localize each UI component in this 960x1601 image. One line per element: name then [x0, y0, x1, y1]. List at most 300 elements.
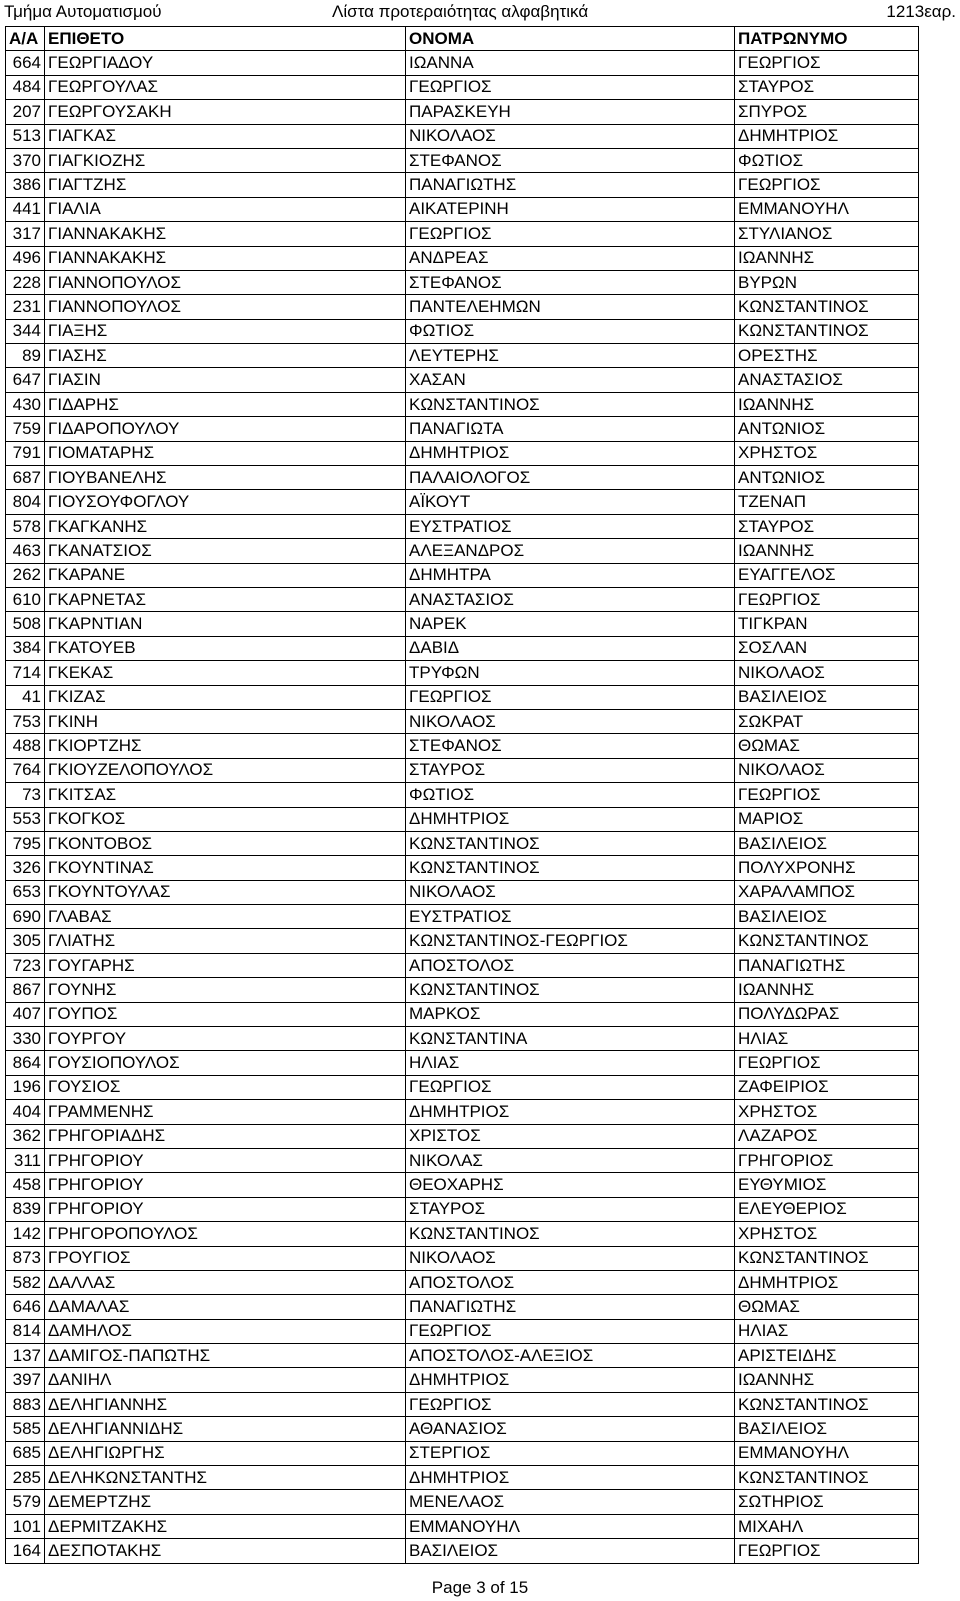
first-name-cell: ΚΩΝΣΤΑΝΤΙΝΟΣ — [406, 978, 735, 1002]
fathers-name-cell: ΙΩΑΝΝΗΣ — [735, 392, 919, 416]
table-row — [6, 1124, 919, 1148]
first-name-cell: ΔΗΜΗΤΡΙΟΣ — [406, 441, 735, 465]
fathers-name-cell: ΟΡΕΣΤΗΣ — [735, 344, 919, 368]
fathers-name-cell: ΚΩΝΣΤΑΝΤΙΝΟΣ — [735, 319, 919, 343]
surname-cell: ΓΚΙΖΑΣ — [45, 685, 406, 709]
row-number: 804 — [6, 490, 45, 514]
first-name-cell: ΣΤΕΦΑΝΟΣ — [406, 734, 735, 758]
surname-cell: ΔΑΜΗΛΟΣ — [45, 1319, 406, 1343]
surname-cell: ΓΙΑΝΝΟΠΟΥΛΟΣ — [45, 295, 406, 319]
first-name-cell: ΠΑΝΑΓΙΩΤΗΣ — [406, 173, 735, 197]
first-name-cell: ΚΩΝΣΤΑΝΤΙΝΟΣ — [406, 856, 735, 880]
fathers-name-cell: ΙΩΑΝΝΗΣ — [735, 978, 919, 1002]
table-row — [6, 807, 919, 831]
first-name-cell: ΓΕΩΡΓΙΟΣ — [406, 222, 735, 246]
table-row — [6, 1368, 919, 1392]
surname-cell: ΓΡΗΓΟΡΙΟΥ — [45, 1197, 406, 1221]
table-row — [6, 368, 919, 392]
first-name-cell: ΒΑΣΙΛΕΙΟΣ — [406, 1539, 735, 1563]
first-name-cell: ΕΜΜΑΝΟΥΗΛ — [406, 1514, 735, 1538]
first-name-cell: ΘΕΟΧΑΡΗΣ — [406, 1173, 735, 1197]
table-row — [6, 1270, 919, 1294]
first-name-cell: ΔΗΜΗΤΡΙΟΣ — [406, 1466, 735, 1490]
first-name-cell: ΣΤΕΦΑΝΟΣ — [406, 148, 735, 172]
table-body — [6, 51, 919, 1563]
fathers-name-cell: ΑΝΑΣΤΑΣΙΟΣ — [735, 368, 919, 392]
row-number: 330 — [6, 1027, 45, 1051]
first-name-cell: ΑΝΔΡΕΑΣ — [406, 246, 735, 270]
table-row — [6, 1466, 919, 1490]
fathers-name-cell: ΕΜΜΑΝΟΥΗΛ — [735, 197, 919, 221]
first-name-cell: ΔΗΜΗΤΡΙΟΣ — [406, 1368, 735, 1392]
surname-cell: ΓΚΙΟΥΖΕΛΟΠΟΥΛΟΣ — [45, 758, 406, 782]
row-number: 687 — [6, 466, 45, 490]
table-row — [6, 758, 919, 782]
first-name-cell: ΚΩΝΣΤΑΝΤΙΝΟΣ — [406, 392, 735, 416]
fathers-name-cell: ΤΖΕΝΑΠ — [735, 490, 919, 514]
row-number: 73 — [6, 783, 45, 807]
surname-cell: ΔΕΛΗΓΙΑΝΝΙΔΗΣ — [45, 1417, 406, 1441]
row-number: 441 — [6, 197, 45, 221]
table-row — [6, 563, 919, 587]
fathers-name-cell: ΕΜΜΑΝΟΥΗΛ — [735, 1441, 919, 1465]
surname-cell: ΓΙΟΥΒΑΝΕΛΗΣ — [45, 466, 406, 490]
table-row — [6, 148, 919, 172]
fathers-name-cell: ΠΟΛΥΧΡΟΝΗΣ — [735, 856, 919, 880]
surname-cell: ΓΕΩΡΓΟΥΛΑΣ — [45, 75, 406, 99]
column-header-first-name: ΟΝΟΜΑ — [406, 27, 735, 51]
fathers-name-cell: ΕΛΕΥΘΕΡΙΟΣ — [735, 1197, 919, 1221]
first-name-cell: ΝΑΡΕΚ — [406, 612, 735, 636]
table-row — [6, 1319, 919, 1343]
surname-cell: ΔΕΛΗΓΙΑΝΝΗΣ — [45, 1392, 406, 1416]
surname-cell: ΓΙΑΝΝΟΠΟΥΛΟΣ — [45, 270, 406, 294]
surname-cell: ΓΡΑΜΜΕΝΗΣ — [45, 1100, 406, 1124]
first-name-cell: ΓΕΩΡΓΙΟΣ — [406, 75, 735, 99]
fathers-name-cell: ΙΩΑΝΝΗΣ — [735, 1368, 919, 1392]
table-row — [6, 466, 919, 490]
surname-cell: ΓΙΑΣΙΝ — [45, 368, 406, 392]
first-name-cell: ΗΛΙΑΣ — [406, 1051, 735, 1075]
surname-cell: ΓΡΗΓΟΡΙΑΔΗΣ — [45, 1124, 406, 1148]
surname-cell: ΓΙΑΣΗΣ — [45, 344, 406, 368]
row-number: 578 — [6, 514, 45, 538]
surname-cell: ΓΛΑΒΑΣ — [45, 905, 406, 929]
surname-cell: ΓΚΙΟΡΤΖΗΣ — [45, 734, 406, 758]
surname-cell: ΓΙΑΓΚΙΟΖΗΣ — [45, 148, 406, 172]
page-header — [0, 0, 960, 24]
table-row — [6, 197, 919, 221]
surname-cell: ΔΕΜΕΡΤΖΗΣ — [45, 1490, 406, 1514]
first-name-cell: ΚΩΝΣΤΑΝΤΙΝΟΣ — [406, 1222, 735, 1246]
row-number: 196 — [6, 1075, 45, 1099]
surname-cell: ΓΚΟΓΚΟΣ — [45, 807, 406, 831]
row-number: 384 — [6, 636, 45, 660]
surname-cell: ΔΕΣΠΟΤΑΚΗΣ — [45, 1539, 406, 1563]
fathers-name-cell: ΕΥΘΥΜΙΟΣ — [735, 1173, 919, 1197]
surname-cell: ΓΚΙΝΗ — [45, 709, 406, 733]
first-name-cell: ΔΑΒΙΔ — [406, 636, 735, 660]
table-row — [6, 319, 919, 343]
row-number: 585 — [6, 1417, 45, 1441]
fathers-name-cell: ΙΩΑΝΝΗΣ — [735, 539, 919, 563]
fathers-name-cell: ΣΤΑΥΡΟΣ — [735, 514, 919, 538]
column-header-fathers-name: ΠΑΤΡΩΝΥΜΟ — [735, 27, 919, 51]
first-name-cell: ΝΙΚΟΛΑΟΣ — [406, 709, 735, 733]
fathers-name-cell: ΒΑΣΙΛΕΙΟΣ — [735, 905, 919, 929]
table-row — [6, 1514, 919, 1538]
table-row — [6, 1539, 919, 1563]
fathers-name-cell: ΓΡΗΓΟΡΙΟΣ — [735, 1148, 919, 1172]
row-number: 814 — [6, 1319, 45, 1343]
row-number: 317 — [6, 222, 45, 246]
row-number: 513 — [6, 124, 45, 148]
first-name-cell: ΣΤΕΡΓΙΟΣ — [406, 1441, 735, 1465]
table-row — [6, 856, 919, 880]
fathers-name-cell: ΓΕΩΡΓΙΟΣ — [735, 1051, 919, 1075]
row-number: 664 — [6, 51, 45, 75]
fathers-name-cell: ΚΩΝΣΤΑΝΤΙΝΟΣ — [735, 1466, 919, 1490]
surname-cell: ΓΚΑΡΝΤΙΑΝ — [45, 612, 406, 636]
table-row — [6, 490, 919, 514]
row-number: 142 — [6, 1222, 45, 1246]
surname-cell: ΓΚΕΚΑΣ — [45, 661, 406, 685]
row-number: 690 — [6, 905, 45, 929]
surname-cell: ΓΙΑΓΚΑΣ — [45, 124, 406, 148]
first-name-cell: ΠΑΝΑΓΙΩΤΗΣ — [406, 1295, 735, 1319]
first-name-cell: ΑΛΕΞΑΝΔΡΟΣ — [406, 539, 735, 563]
row-number: 370 — [6, 148, 45, 172]
first-name-cell: ΜΕΝΕΛΑΟΣ — [406, 1490, 735, 1514]
fathers-name-cell: ΜΑΡΙΟΣ — [735, 807, 919, 831]
row-number: 764 — [6, 758, 45, 782]
surname-cell: ΓΡΗΓΟΡΟΠΟΥΛΟΣ — [45, 1222, 406, 1246]
fathers-name-cell: ΖΑΦΕΙΡΙΟΣ — [735, 1075, 919, 1099]
fathers-name-cell: ΒΑΣΙΛΕΙΟΣ — [735, 831, 919, 855]
surname-cell: ΓΚΑΓΚΑΝΗΣ — [45, 514, 406, 538]
fathers-name-cell: ΓΕΩΡΓΙΟΣ — [735, 783, 919, 807]
row-number: 404 — [6, 1100, 45, 1124]
row-number: 463 — [6, 539, 45, 563]
table-row — [6, 978, 919, 1002]
first-name-cell: ΝΙΚΟΛΑΟΣ — [406, 124, 735, 148]
fathers-name-cell: ΓΕΩΡΓΙΟΣ — [735, 51, 919, 75]
surname-cell: ΓΛΙΑΤΗΣ — [45, 929, 406, 953]
fathers-name-cell: ΚΩΝΣΤΑΝΤΙΝΟΣ — [735, 295, 919, 319]
table-row — [6, 1100, 919, 1124]
page-number: Page 3 of 15 — [431, 1578, 529, 1597]
first-name-cell: ΠΑΝΑΓΙΩΤΑ — [406, 417, 735, 441]
fathers-name-cell: ΧΑΡΑΛΑΜΠΟΣ — [735, 880, 919, 904]
row-number: 407 — [6, 1002, 45, 1026]
surname-cell: ΓΡΗΓΟΡΙΟΥ — [45, 1148, 406, 1172]
fathers-name-cell: ΠΑΝΑΓΙΩΤΗΣ — [735, 953, 919, 977]
fathers-name-cell: ΠΟΛΥΔΩΡΑΣ — [735, 1002, 919, 1026]
first-name-cell: ΣΤΕΦΑΝΟΣ — [406, 270, 735, 294]
fathers-name-cell: ΔΗΜΗΤΡΙΟΣ — [735, 124, 919, 148]
fathers-name-cell: ΘΩΜΑΣ — [735, 1295, 919, 1319]
column-header-aa: Α/Α — [6, 27, 45, 51]
table-row — [6, 734, 919, 758]
first-name-cell: ΝΙΚΟΛΑΟΣ — [406, 880, 735, 904]
first-name-cell: ΔΗΜΗΤΡΙΟΣ — [406, 807, 735, 831]
surname-cell: ΓΚΙΤΣΑΣ — [45, 783, 406, 807]
row-number: 326 — [6, 856, 45, 880]
fathers-name-cell: ΕΥΑΓΓΕΛΟΣ — [735, 563, 919, 587]
table-row — [6, 661, 919, 685]
fathers-name-cell: ΑΡΙΣΤΕΙΔΗΣ — [735, 1344, 919, 1368]
row-number: 685 — [6, 1441, 45, 1465]
first-name-cell: ΑΘΑΝΑΣΙΟΣ — [406, 1417, 735, 1441]
surname-cell: ΔΑΛΛΑΣ — [45, 1270, 406, 1294]
page-footer — [0, 1578, 960, 1598]
row-number: 262 — [6, 563, 45, 587]
department-title: Τμήμα Αυτοματισμού — [4, 2, 162, 21]
fathers-name-cell: ΣΤΑΥΡΟΣ — [735, 75, 919, 99]
first-name-cell: ΑΠΟΣΤΟΛΟΣ — [406, 953, 735, 977]
table-row — [6, 1441, 919, 1465]
surname-cell: ΓΚΑΤΟΥΕΒ — [45, 636, 406, 660]
row-number: 582 — [6, 1270, 45, 1294]
row-number: 228 — [6, 270, 45, 294]
first-name-cell: ΜΑΡΚΟΣ — [406, 1002, 735, 1026]
table-row — [6, 1075, 919, 1099]
list-title: Λίστα προτεραιότητας αλφαβητικά — [332, 2, 589, 21]
table-row — [6, 1490, 919, 1514]
row-number: 458 — [6, 1173, 45, 1197]
fathers-name-cell: ΓΕΩΡΓΙΟΣ — [735, 587, 919, 611]
fathers-name-cell: ΣΩΚΡΑΤ — [735, 709, 919, 733]
surname-cell: ΔΕΛΗΓΙΩΡΓΗΣ — [45, 1441, 406, 1465]
table-row — [6, 929, 919, 953]
first-name-cell: ΑΪΚΟΥΤ — [406, 490, 735, 514]
table-row — [6, 1197, 919, 1221]
row-number: 386 — [6, 173, 45, 197]
row-number: 795 — [6, 831, 45, 855]
row-number: 231 — [6, 295, 45, 319]
first-name-cell: ΣΤΑΥΡΟΣ — [406, 1197, 735, 1221]
first-name-cell: ΦΩΤΙΟΣ — [406, 319, 735, 343]
surname-cell: ΓΙΑΛΙΑ — [45, 197, 406, 221]
table-row — [6, 246, 919, 270]
first-name-cell: ΠΑΝΤΕΛΕΗΜΩΝ — [406, 295, 735, 319]
first-name-cell: ΔΗΜΗΤΡΑ — [406, 563, 735, 587]
fathers-name-cell: ΑΝΤΩΝΙΟΣ — [735, 466, 919, 490]
surname-cell: ΓΚΑΡΑΝΕ — [45, 563, 406, 587]
table-row — [6, 441, 919, 465]
table-row — [6, 51, 919, 75]
fathers-name-cell: ΧΡΗΣΤΟΣ — [735, 1100, 919, 1124]
row-number: 137 — [6, 1344, 45, 1368]
first-name-cell: ΕΥΣΤΡΑΤΙΟΣ — [406, 905, 735, 929]
row-number: 484 — [6, 75, 45, 99]
fathers-name-cell: ΣΟΣΛΑΝ — [735, 636, 919, 660]
surname-cell: ΓΟΥΡΓΟΥ — [45, 1027, 406, 1051]
table-row — [6, 100, 919, 124]
fathers-name-cell: ΒΥΡΩΝ — [735, 270, 919, 294]
fathers-name-cell: ΗΛΙΑΣ — [735, 1027, 919, 1051]
row-number: 207 — [6, 100, 45, 124]
table-row — [6, 295, 919, 319]
row-number: 344 — [6, 319, 45, 343]
surname-cell: ΓΙΑΝΝΑΚΑΚΗΣ — [45, 246, 406, 270]
fathers-name-cell: ΚΩΝΣΤΑΝΤΙΝΟΣ — [735, 929, 919, 953]
table-header-row — [6, 27, 919, 51]
row-number: 791 — [6, 441, 45, 465]
table-row — [6, 539, 919, 563]
table-row — [6, 1051, 919, 1075]
surname-cell: ΓΙΔΑΡΗΣ — [45, 392, 406, 416]
row-number: 305 — [6, 929, 45, 953]
fathers-name-cell: ΣΤΥΛΙΑΝΟΣ — [735, 222, 919, 246]
column-header-surname: ΕΠΙΘΕΤΟ — [45, 27, 406, 51]
row-number: 579 — [6, 1490, 45, 1514]
surname-cell: ΓΙΔΑΡΟΠΟΥΛΟΥ — [45, 417, 406, 441]
table-row — [6, 587, 919, 611]
fathers-name-cell: ΗΛΙΑΣ — [735, 1319, 919, 1343]
row-number: 488 — [6, 734, 45, 758]
first-name-cell: ΝΙΚΟΛΑΟΣ — [406, 1246, 735, 1270]
table-row — [6, 514, 919, 538]
table-row — [6, 75, 919, 99]
fathers-name-cell: ΝΙΚΟΛΑΟΣ — [735, 758, 919, 782]
first-name-cell: ΓΕΩΡΓΙΟΣ — [406, 1392, 735, 1416]
row-number: 553 — [6, 807, 45, 831]
fathers-name-cell: ΑΝΤΩΝΙΟΣ — [735, 417, 919, 441]
surname-cell: ΔΕΛΗΚΩΝΣΤΑΝΤΗΣ — [45, 1466, 406, 1490]
table-row — [6, 417, 919, 441]
fathers-name-cell: ΒΑΣΙΛΕΙΟΣ — [735, 685, 919, 709]
row-number: 496 — [6, 246, 45, 270]
first-name-cell: ΑΠΟΣΤΟΛΟΣ — [406, 1270, 735, 1294]
row-number: 362 — [6, 1124, 45, 1148]
row-number: 759 — [6, 417, 45, 441]
row-number: 714 — [6, 661, 45, 685]
first-name-cell: ΓΕΩΡΓΙΟΣ — [406, 685, 735, 709]
fathers-name-cell: ΚΩΝΣΤΑΝΤΙΝΟΣ — [735, 1246, 919, 1270]
first-name-cell: ΧΑΣΑΝ — [406, 368, 735, 392]
row-number: 311 — [6, 1148, 45, 1172]
row-number: 397 — [6, 1368, 45, 1392]
fathers-name-cell: ΣΩΤΗΡΙΟΣ — [735, 1490, 919, 1514]
surname-cell: ΓΙΟΜΑΤΑΡΗΣ — [45, 441, 406, 465]
priority-list-table — [5, 26, 919, 1564]
table-row — [6, 1027, 919, 1051]
first-name-cell: ΠΑΛΑΙΟΛΟΓΟΣ — [406, 466, 735, 490]
table-row — [6, 344, 919, 368]
first-name-cell: ΕΥΣΤΡΑΤΙΟΣ — [406, 514, 735, 538]
first-name-cell: ΧΡΙΣΤΟΣ — [406, 1124, 735, 1148]
first-name-cell: ΑΠΟΣΤΟΛΟΣ-ΑΛΕΞΙΟΣ — [406, 1344, 735, 1368]
table-row — [6, 173, 919, 197]
table-row — [6, 1295, 919, 1319]
surname-cell: ΓΟΥΓΑΡΗΣ — [45, 953, 406, 977]
first-name-cell: ΚΩΝΣΤΑΝΤΙΝΟΣ — [406, 831, 735, 855]
fathers-name-cell: ΛΑΖΑΡΟΣ — [735, 1124, 919, 1148]
fathers-name-cell: ΣΠΥΡΟΣ — [735, 100, 919, 124]
first-name-cell: ΛΕΥΤΕΡΗΣ — [406, 344, 735, 368]
surname-cell: ΓΟΥΠΟΣ — [45, 1002, 406, 1026]
surname-cell: ΓΚΟΥΝΤΙΝΑΣ — [45, 856, 406, 880]
row-number: 839 — [6, 1197, 45, 1221]
first-name-cell: ΣΤΑΥΡΟΣ — [406, 758, 735, 782]
surname-cell: ΓΚΟΥΝΤΟΥΛΑΣ — [45, 880, 406, 904]
row-number: 653 — [6, 880, 45, 904]
table-row — [6, 1417, 919, 1441]
surname-cell: ΓΟΥΣΙΟΠΟΥΛΟΣ — [45, 1051, 406, 1075]
table-row — [6, 1222, 919, 1246]
surname-cell: ΓΡΗΓΟΡΙΟΥ — [45, 1173, 406, 1197]
table-row — [6, 709, 919, 733]
fathers-name-cell: ΓΕΩΡΓΙΟΣ — [735, 1539, 919, 1563]
row-number: 508 — [6, 612, 45, 636]
table-row — [6, 953, 919, 977]
row-number: 867 — [6, 978, 45, 1002]
first-name-cell: ΠΑΡΑΣΚΕΥΗ — [406, 100, 735, 124]
fathers-name-cell: ΧΡΗΣΤΟΣ — [735, 1222, 919, 1246]
table-row — [6, 1002, 919, 1026]
fathers-name-cell: ΚΩΝΣΤΑΝΤΙΝΟΣ — [735, 1392, 919, 1416]
first-name-cell: ΓΕΩΡΓΙΟΣ — [406, 1319, 735, 1343]
surname-cell: ΓΚΑΝΑΤΣΙΟΣ — [45, 539, 406, 563]
surname-cell: ΔΑΜΙΓΟΣ-ΠΑΠΩΤΗΣ — [45, 1344, 406, 1368]
first-name-cell: ΙΩΑΝΝΑ — [406, 51, 735, 75]
fathers-name-cell: ΤΙΓΚΡΑΝ — [735, 612, 919, 636]
first-name-cell: ΦΩΤΙΟΣ — [406, 783, 735, 807]
table-row — [6, 270, 919, 294]
first-name-cell: ΝΙΚΟΛΑΣ — [406, 1148, 735, 1172]
fathers-name-cell: ΦΩΤΙΟΣ — [735, 148, 919, 172]
first-name-cell: ΚΩΝΣΤΑΝΤΙΝΑ — [406, 1027, 735, 1051]
fathers-name-cell: ΝΙΚΟΛΑΟΣ — [735, 661, 919, 685]
first-name-cell: ΚΩΝΣΤΑΝΤΙΝΟΣ-ΓΕΩΡΓΙΟΣ — [406, 929, 735, 953]
row-number: 873 — [6, 1246, 45, 1270]
row-number: 883 — [6, 1392, 45, 1416]
first-name-cell: ΑΝΑΣΤΑΣΙΟΣ — [406, 587, 735, 611]
row-number: 164 — [6, 1539, 45, 1563]
row-number: 864 — [6, 1051, 45, 1075]
surname-cell: ΔΑΜΑΛΑΣ — [45, 1295, 406, 1319]
surname-cell: ΓΟΥΝΗΣ — [45, 978, 406, 1002]
table-row — [6, 392, 919, 416]
table-row — [6, 783, 919, 807]
fathers-name-cell: ΓΕΩΡΓΙΟΣ — [735, 173, 919, 197]
row-number: 610 — [6, 587, 45, 611]
table-row — [6, 905, 919, 929]
table-row — [6, 1173, 919, 1197]
surname-cell: ΓΡΟΥΓΙΟΣ — [45, 1246, 406, 1270]
table-row — [6, 685, 919, 709]
row-number: 723 — [6, 953, 45, 977]
table-row — [6, 636, 919, 660]
table-row — [6, 880, 919, 904]
table-row — [6, 1148, 919, 1172]
table-row — [6, 124, 919, 148]
first-name-cell: ΑΙΚΑΤΕΡΙΝΗ — [406, 197, 735, 221]
surname-cell: ΓΕΩΡΓΙΑΔΟΥ — [45, 51, 406, 75]
surname-cell: ΓΟΥΣΙΟΣ — [45, 1075, 406, 1099]
fathers-name-cell: ΘΩΜΑΣ — [735, 734, 919, 758]
row-number: 647 — [6, 368, 45, 392]
table-row — [6, 1246, 919, 1270]
row-number: 41 — [6, 685, 45, 709]
table-row — [6, 612, 919, 636]
table-row — [6, 1344, 919, 1368]
first-name-cell: ΤΡΥΦΩΝ — [406, 661, 735, 685]
row-number: 646 — [6, 1295, 45, 1319]
first-name-cell: ΔΗΜΗΤΡΙΟΣ — [406, 1100, 735, 1124]
row-number: 753 — [6, 709, 45, 733]
